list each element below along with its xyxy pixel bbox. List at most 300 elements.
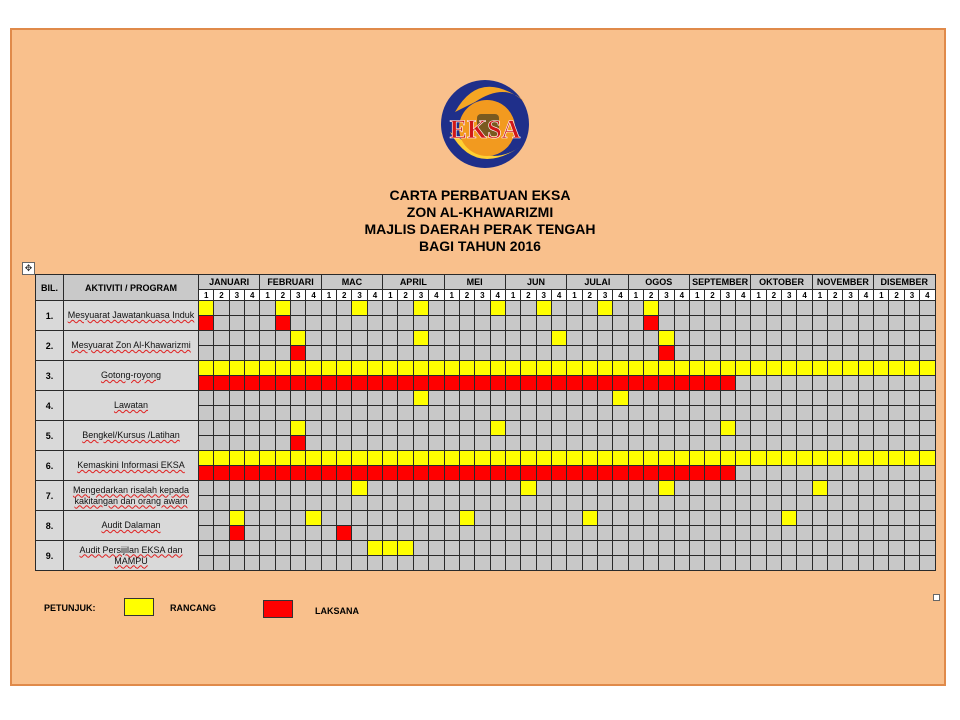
empty-cell[interactable] [613,496,628,511]
empty-cell[interactable] [812,541,827,556]
empty-cell[interactable] [920,481,935,496]
empty-cell[interactable] [613,421,628,436]
empty-cell[interactable] [751,511,766,526]
plan-cell[interactable] [705,361,720,376]
done-cell[interactable] [567,376,582,391]
empty-cell[interactable] [690,406,705,421]
empty-cell[interactable] [797,466,812,481]
empty-cell[interactable] [874,466,889,481]
empty-cell[interactable] [337,331,352,346]
empty-cell[interactable] [291,391,306,406]
empty-cell[interactable] [383,391,398,406]
empty-cell[interactable] [505,496,520,511]
empty-cell[interactable] [490,436,505,451]
empty-cell[interactable] [521,496,536,511]
empty-cell[interactable] [337,511,352,526]
empty-cell[interactable] [766,421,781,436]
empty-cell[interactable] [321,541,336,556]
empty-cell[interactable] [536,406,551,421]
done-cell[interactable] [337,466,352,481]
empty-cell[interactable] [797,316,812,331]
plan-cell[interactable] [643,451,658,466]
empty-cell[interactable] [321,331,336,346]
empty-cell[interactable] [751,301,766,316]
empty-cell[interactable] [812,421,827,436]
empty-cell[interactable] [889,406,904,421]
empty-cell[interactable] [367,481,382,496]
empty-cell[interactable] [828,436,843,451]
empty-cell[interactable] [337,541,352,556]
empty-cell[interactable] [766,526,781,541]
empty-cell[interactable] [444,331,459,346]
empty-cell[interactable] [858,466,873,481]
plan-cell[interactable] [475,361,490,376]
empty-cell[interactable] [597,481,612,496]
empty-cell[interactable] [567,406,582,421]
empty-cell[interactable] [920,466,935,481]
empty-cell[interactable] [828,496,843,511]
empty-cell[interactable] [536,346,551,361]
done-cell[interactable] [659,376,674,391]
plan-cell[interactable] [812,361,827,376]
empty-cell[interactable] [306,541,321,556]
empty-cell[interactable] [904,511,919,526]
empty-cell[interactable] [321,496,336,511]
empty-cell[interactable] [521,556,536,571]
plan-cell[interactable] [597,361,612,376]
empty-cell[interactable] [521,391,536,406]
empty-cell[interactable] [413,316,428,331]
empty-cell[interactable] [720,301,735,316]
empty-cell[interactable] [475,481,490,496]
empty-cell[interactable] [690,391,705,406]
empty-cell[interactable] [782,436,797,451]
empty-cell[interactable] [260,346,275,361]
empty-cell[interactable] [536,391,551,406]
empty-cell[interactable] [275,436,290,451]
empty-cell[interactable] [736,421,751,436]
plan-cell[interactable] [291,331,306,346]
plan-cell[interactable] [352,361,367,376]
plan-cell[interactable] [444,451,459,466]
empty-cell[interactable] [229,346,244,361]
done-cell[interactable] [459,376,474,391]
empty-cell[interactable] [367,556,382,571]
empty-cell[interactable] [383,526,398,541]
empty-cell[interactable] [413,406,428,421]
empty-cell[interactable] [521,316,536,331]
empty-cell[interactable] [628,346,643,361]
empty-cell[interactable] [536,481,551,496]
done-cell[interactable] [628,376,643,391]
empty-cell[interactable] [367,346,382,361]
empty-cell[interactable] [505,511,520,526]
empty-cell[interactable] [275,511,290,526]
empty-cell[interactable] [383,436,398,451]
empty-cell[interactable] [306,421,321,436]
empty-cell[interactable] [429,511,444,526]
empty-cell[interactable] [705,556,720,571]
plan-cell[interactable] [659,361,674,376]
empty-cell[interactable] [858,316,873,331]
empty-cell[interactable] [843,301,858,316]
empty-cell[interactable] [613,301,628,316]
empty-cell[interactable] [828,331,843,346]
empty-cell[interactable] [275,346,290,361]
empty-cell[interactable] [659,556,674,571]
empty-cell[interactable] [674,541,689,556]
empty-cell[interactable] [705,316,720,331]
done-cell[interactable] [321,376,336,391]
empty-cell[interactable] [920,526,935,541]
empty-cell[interactable] [337,316,352,331]
empty-cell[interactable] [766,481,781,496]
empty-cell[interactable] [858,301,873,316]
done-cell[interactable] [413,466,428,481]
plan-cell[interactable] [659,451,674,466]
plan-cell[interactable] [920,361,935,376]
empty-cell[interactable] [889,391,904,406]
empty-cell[interactable] [521,406,536,421]
plan-cell[interactable] [858,451,873,466]
empty-cell[interactable] [490,316,505,331]
empty-cell[interactable] [444,436,459,451]
empty-cell[interactable] [782,556,797,571]
empty-cell[interactable] [352,316,367,331]
empty-cell[interactable] [291,511,306,526]
empty-cell[interactable] [659,526,674,541]
empty-cell[interactable] [229,556,244,571]
empty-cell[interactable] [613,331,628,346]
empty-cell[interactable] [736,391,751,406]
empty-cell[interactable] [797,436,812,451]
empty-cell[interactable] [674,391,689,406]
empty-cell[interactable] [567,421,582,436]
empty-cell[interactable] [766,466,781,481]
empty-cell[interactable] [337,421,352,436]
done-cell[interactable] [551,376,566,391]
empty-cell[interactable] [597,541,612,556]
done-cell[interactable] [490,376,505,391]
empty-cell[interactable] [843,376,858,391]
empty-cell[interactable] [843,511,858,526]
empty-cell[interactable] [690,316,705,331]
empty-cell[interactable] [766,301,781,316]
empty-cell[interactable] [736,541,751,556]
empty-cell[interactable] [828,406,843,421]
empty-cell[interactable] [720,331,735,346]
plan-cell[interactable] [490,301,505,316]
empty-cell[interactable] [736,556,751,571]
empty-cell[interactable] [720,481,735,496]
empty-cell[interactable] [229,481,244,496]
plan-cell[interactable] [260,361,275,376]
empty-cell[interactable] [874,421,889,436]
plan-cell[interactable] [367,541,382,556]
empty-cell[interactable] [858,556,873,571]
empty-cell[interactable] [352,436,367,451]
plan-cell[interactable] [413,301,428,316]
empty-cell[interactable] [352,421,367,436]
empty-cell[interactable] [321,481,336,496]
empty-cell[interactable] [858,406,873,421]
plan-cell[interactable] [291,361,306,376]
empty-cell[interactable] [904,481,919,496]
empty-cell[interactable] [797,376,812,391]
empty-cell[interactable] [920,541,935,556]
plan-cell[interactable] [782,361,797,376]
empty-cell[interactable] [736,346,751,361]
empty-cell[interactable] [690,421,705,436]
plan-cell[interactable] [828,451,843,466]
empty-cell[interactable] [920,301,935,316]
empty-cell[interactable] [904,301,919,316]
empty-cell[interactable] [429,301,444,316]
empty-cell[interactable] [766,331,781,346]
done-cell[interactable] [613,466,628,481]
done-cell[interactable] [214,466,229,481]
empty-cell[interactable] [444,526,459,541]
empty-cell[interactable] [674,496,689,511]
empty-cell[interactable] [628,526,643,541]
empty-cell[interactable] [858,436,873,451]
done-cell[interactable] [505,466,520,481]
plan-cell[interactable] [383,451,398,466]
done-cell[interactable] [490,466,505,481]
empty-cell[interactable] [398,301,413,316]
plan-cell[interactable] [413,391,428,406]
done-cell[interactable] [229,376,244,391]
plan-cell[interactable] [889,451,904,466]
empty-cell[interactable] [582,526,597,541]
empty-cell[interactable] [260,511,275,526]
empty-cell[interactable] [628,436,643,451]
plan-cell[interactable] [275,361,290,376]
empty-cell[interactable] [812,346,827,361]
empty-cell[interactable] [521,541,536,556]
empty-cell[interactable] [828,541,843,556]
empty-cell[interactable] [597,331,612,346]
plan-cell[interactable] [291,421,306,436]
empty-cell[interactable] [920,331,935,346]
empty-cell[interactable] [736,316,751,331]
empty-cell[interactable] [536,331,551,346]
empty-cell[interactable] [475,541,490,556]
empty-cell[interactable] [889,481,904,496]
empty-cell[interactable] [797,406,812,421]
empty-cell[interactable] [444,391,459,406]
table-move-handle-icon[interactable]: ✥ [22,262,35,275]
empty-cell[interactable] [245,481,260,496]
empty-cell[interactable] [874,346,889,361]
plan-cell[interactable] [352,451,367,466]
done-cell[interactable] [444,466,459,481]
empty-cell[interactable] [843,526,858,541]
empty-cell[interactable] [782,406,797,421]
done-cell[interactable] [720,376,735,391]
table-resize-handle[interactable] [933,594,940,601]
empty-cell[interactable] [659,511,674,526]
empty-cell[interactable] [889,421,904,436]
empty-cell[interactable] [383,556,398,571]
empty-cell[interactable] [199,511,214,526]
plan-cell[interactable] [229,361,244,376]
empty-cell[interactable] [643,436,658,451]
done-cell[interactable] [720,466,735,481]
done-cell[interactable] [229,526,244,541]
empty-cell[interactable] [214,421,229,436]
empty-cell[interactable] [567,481,582,496]
empty-cell[interactable] [858,346,873,361]
empty-cell[interactable] [321,391,336,406]
empty-cell[interactable] [643,511,658,526]
empty-cell[interactable] [736,466,751,481]
empty-cell[interactable] [260,316,275,331]
empty-cell[interactable] [367,436,382,451]
empty-cell[interactable] [690,436,705,451]
empty-cell[interactable] [858,541,873,556]
empty-cell[interactable] [690,346,705,361]
empty-cell[interactable] [367,526,382,541]
empty-cell[interactable] [920,376,935,391]
empty-cell[interactable] [536,526,551,541]
empty-cell[interactable] [751,526,766,541]
empty-cell[interactable] [505,421,520,436]
empty-cell[interactable] [367,316,382,331]
empty-cell[interactable] [843,316,858,331]
empty-cell[interactable] [337,406,352,421]
empty-cell[interactable] [597,436,612,451]
empty-cell[interactable] [782,526,797,541]
empty-cell[interactable] [306,481,321,496]
plan-cell[interactable] [337,451,352,466]
empty-cell[interactable] [843,481,858,496]
empty-cell[interactable] [505,526,520,541]
empty-cell[interactable] [429,331,444,346]
plan-cell[interactable] [321,451,336,466]
empty-cell[interactable] [797,421,812,436]
done-cell[interactable] [659,346,674,361]
plan-cell[interactable] [720,421,735,436]
empty-cell[interactable] [613,511,628,526]
plan-cell[interactable] [490,421,505,436]
empty-cell[interactable] [674,346,689,361]
empty-cell[interactable] [398,481,413,496]
done-cell[interactable] [291,376,306,391]
empty-cell[interactable] [643,481,658,496]
empty-cell[interactable] [904,556,919,571]
empty-cell[interactable] [551,406,566,421]
empty-cell[interactable] [367,301,382,316]
plan-cell[interactable] [782,451,797,466]
done-cell[interactable] [291,436,306,451]
empty-cell[interactable] [705,526,720,541]
empty-cell[interactable] [751,346,766,361]
empty-cell[interactable] [459,421,474,436]
empty-cell[interactable] [383,346,398,361]
done-cell[interactable] [398,466,413,481]
empty-cell[interactable] [536,511,551,526]
empty-cell[interactable] [429,391,444,406]
empty-cell[interactable] [505,541,520,556]
empty-cell[interactable] [352,556,367,571]
empty-cell[interactable] [889,436,904,451]
empty-cell[interactable] [321,346,336,361]
empty-cell[interactable] [751,436,766,451]
empty-cell[interactable] [229,316,244,331]
empty-cell[interactable] [459,541,474,556]
empty-cell[interactable] [505,436,520,451]
empty-cell[interactable] [352,526,367,541]
empty-cell[interactable] [444,481,459,496]
empty-cell[interactable] [643,556,658,571]
empty-cell[interactable] [643,331,658,346]
empty-cell[interactable] [521,331,536,346]
empty-cell[interactable] [337,481,352,496]
empty-cell[interactable] [367,496,382,511]
empty-cell[interactable] [904,391,919,406]
empty-cell[interactable] [582,391,597,406]
empty-cell[interactable] [413,481,428,496]
plan-cell[interactable] [475,451,490,466]
empty-cell[interactable] [828,556,843,571]
empty-cell[interactable] [812,556,827,571]
empty-cell[interactable] [582,346,597,361]
plan-cell[interactable] [536,301,551,316]
empty-cell[interactable] [736,331,751,346]
empty-cell[interactable] [214,511,229,526]
empty-cell[interactable] [413,511,428,526]
empty-cell[interactable] [904,526,919,541]
empty-cell[interactable] [505,331,520,346]
plan-cell[interactable] [782,511,797,526]
plan-cell[interactable] [736,451,751,466]
empty-cell[interactable] [812,526,827,541]
empty-cell[interactable] [413,421,428,436]
empty-cell[interactable] [874,511,889,526]
empty-cell[interactable] [843,421,858,436]
empty-cell[interactable] [920,346,935,361]
empty-cell[interactable] [291,526,306,541]
empty-cell[interactable] [613,316,628,331]
empty-cell[interactable] [766,391,781,406]
empty-cell[interactable] [398,316,413,331]
done-cell[interactable] [536,466,551,481]
empty-cell[interactable] [690,541,705,556]
empty-cell[interactable] [475,511,490,526]
empty-cell[interactable] [766,541,781,556]
plan-cell[interactable] [889,361,904,376]
done-cell[interactable] [367,466,382,481]
plan-cell[interactable] [490,451,505,466]
empty-cell[interactable] [889,511,904,526]
plan-cell[interactable] [690,361,705,376]
empty-cell[interactable] [751,466,766,481]
plan-cell[interactable] [199,361,214,376]
plan-cell[interactable] [582,511,597,526]
empty-cell[interactable] [582,496,597,511]
empty-cell[interactable] [858,421,873,436]
empty-cell[interactable] [260,556,275,571]
empty-cell[interactable] [582,541,597,556]
plan-cell[interactable] [429,361,444,376]
done-cell[interactable] [674,466,689,481]
empty-cell[interactable] [782,466,797,481]
empty-cell[interactable] [674,436,689,451]
empty-cell[interactable] [352,331,367,346]
empty-cell[interactable] [260,526,275,541]
empty-cell[interactable] [828,511,843,526]
